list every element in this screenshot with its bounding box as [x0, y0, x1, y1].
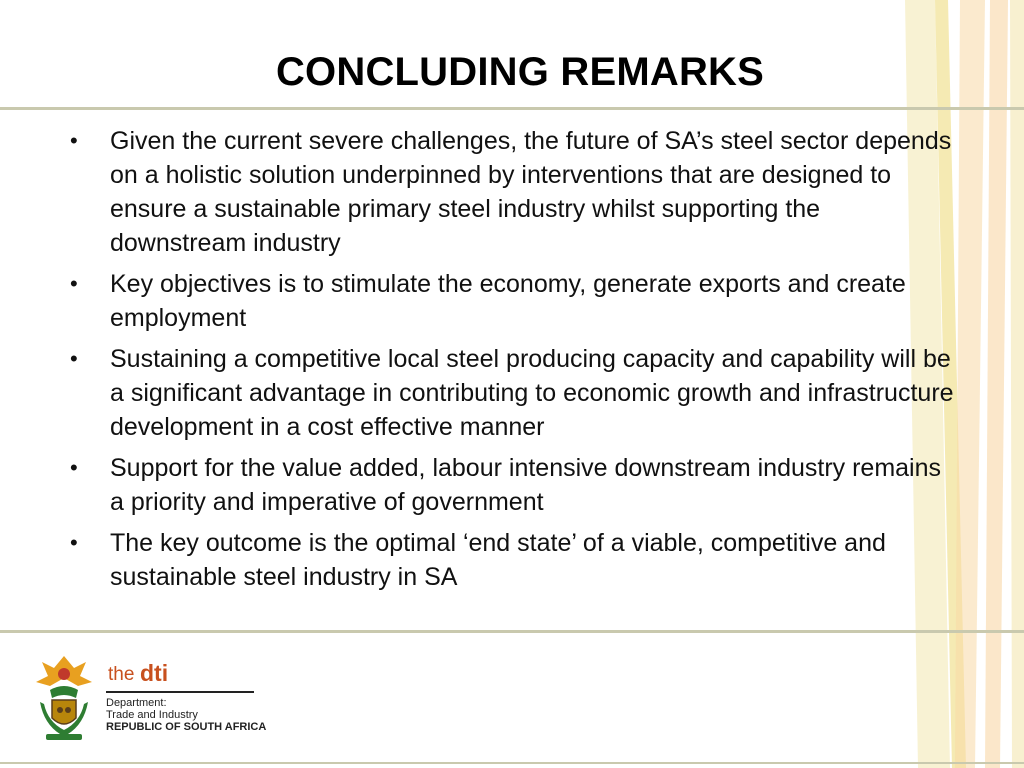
bullet-item: [0, 342, 960, 444]
bullet-dot: •: [70, 128, 78, 153]
bullet-item: [0, 526, 960, 594]
logo-dti-text: dti: [140, 660, 169, 686]
bullet-text: The key outcome is the optimal ‘end state’ of a viable, competitive and sustainable steel industry in SA: [110, 529, 886, 591]
department-label: Department:: [106, 697, 167, 709]
bottom-edge-rule: [0, 762, 1024, 764]
department-name: Trade and Industry: [106, 709, 198, 721]
bullet-text: Sustaining a competitive local steel producing capacity and capability will be a significant advantage in contributing to economic growth and infrastructure development in a cost effective manner: [110, 345, 954, 441]
bullet-item: [0, 124, 960, 260]
dti-logo: [24, 648, 284, 748]
bullet-text: Support for the value added, labour intensive downstream industry remains a priority and imperative of government: [110, 454, 942, 516]
bullet-list: [0, 124, 980, 601]
bullet-dot: •: [70, 455, 78, 480]
bullet-dot: •: [70, 271, 78, 296]
bullet-dot: •: [70, 530, 78, 555]
footer-divider: [0, 630, 1024, 633]
bullet-item: [0, 267, 960, 335]
title-divider: [0, 107, 1024, 110]
coat-of-arms-icon: [30, 652, 98, 744]
bullet-text: Given the current severe challenges, the future of SA’s steel sector depends on a holistic solution underpinned by interventions that are designed to ensure a sustainable primary steel industry whilst supporting the downstream industry: [110, 127, 952, 257]
logo-the-text: the: [108, 664, 135, 685]
country-name: REPUBLIC OF SOUTH AFRICA: [106, 721, 267, 733]
bullet-dot: •: [70, 346, 78, 371]
logo-underline: [106, 691, 254, 693]
bullet-item: [0, 451, 960, 519]
bullet-text: Key objectives is to stimulate the economy, generate exports and create employment: [110, 270, 906, 332]
slide-title: CONCLUDING REMARKS: [275, 50, 765, 94]
